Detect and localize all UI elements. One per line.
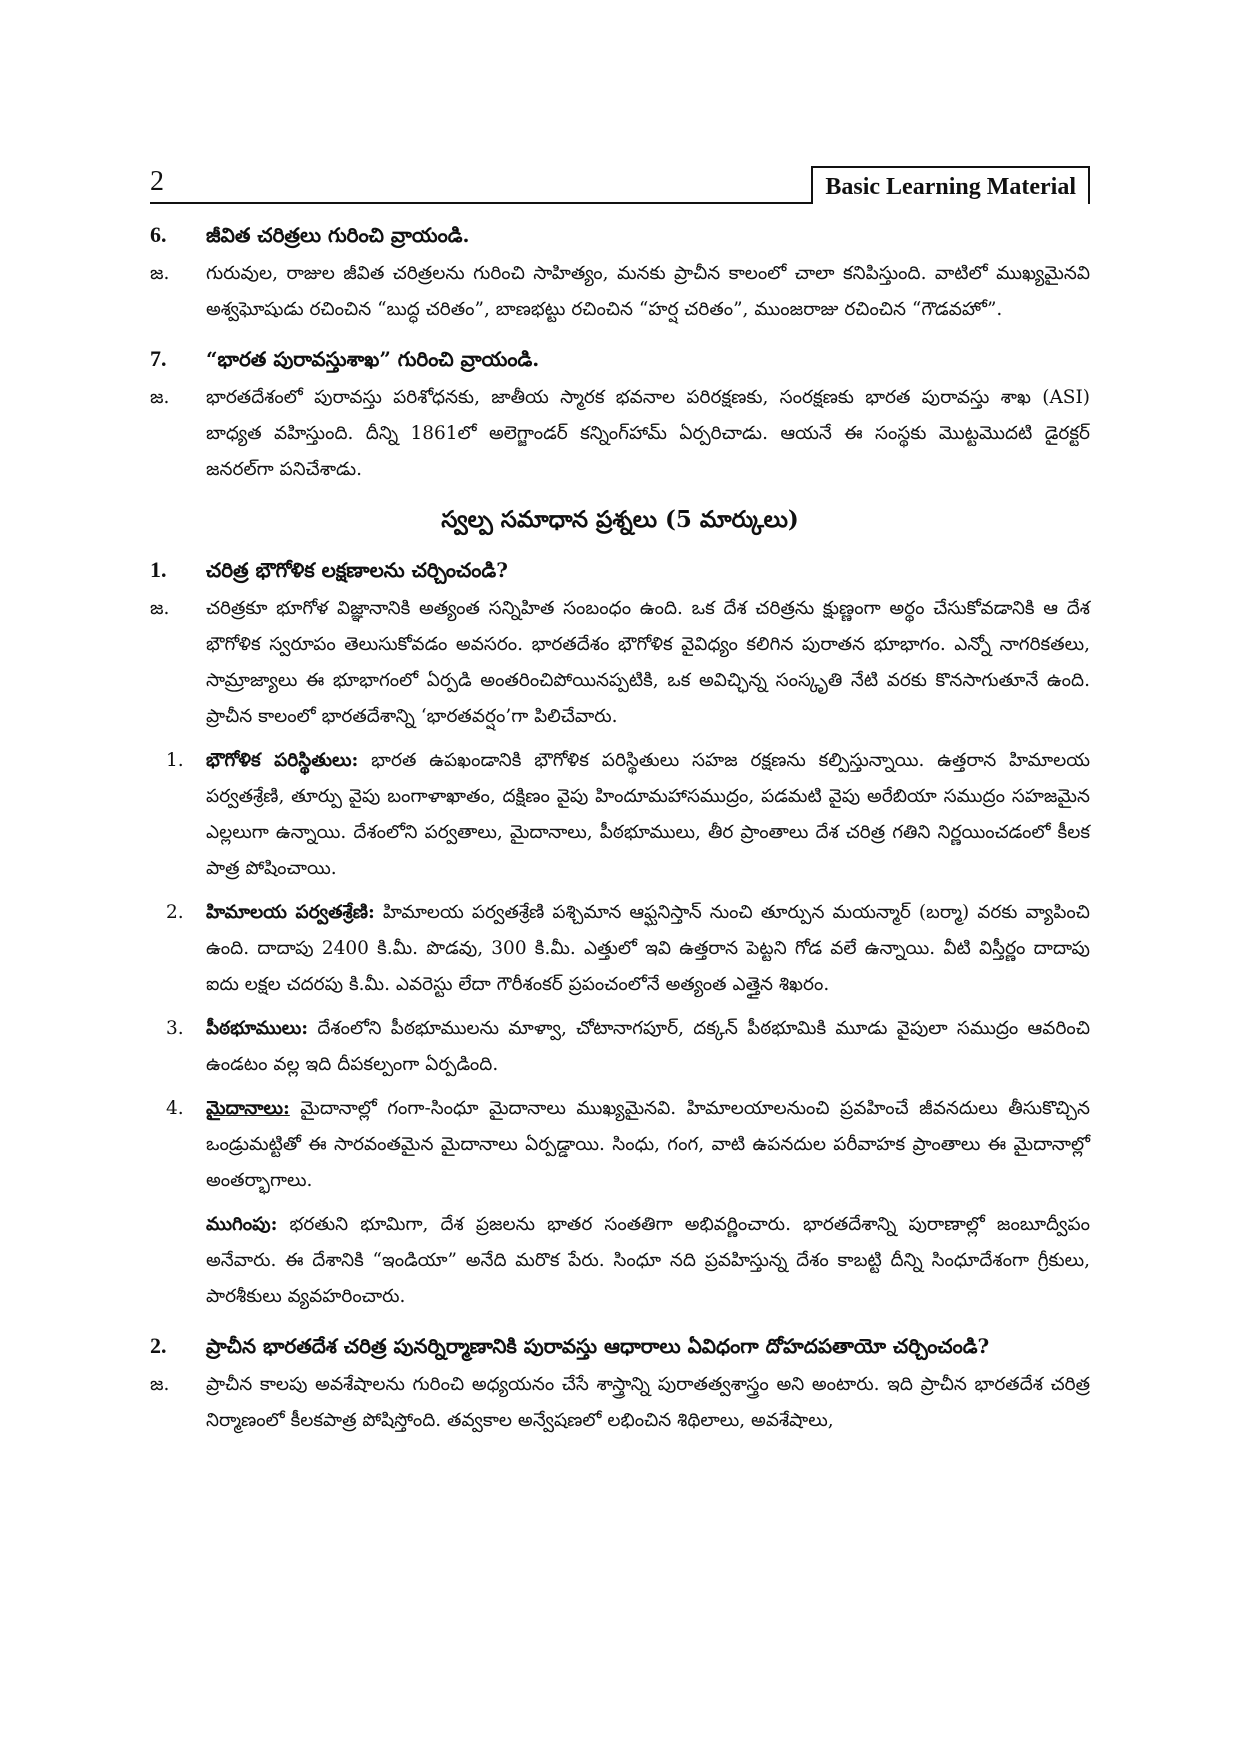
answer-marker: జ. (150, 598, 170, 619)
sub-point-number: 4. (166, 1098, 184, 1119)
sub-point-text: దేశంలోని పీఠభూములను మాళ్వా, చోటానాగపూర్, దక్కన్ పీఠభూమికి మూడు వైపులా సముద్రం ఆవరించి ఉండటం వల్ల ఇది దీపకల్పంగా ఏర్పడింది. (206, 1018, 1090, 1075)
conclusion-label: ముగింపు: (206, 1214, 278, 1235)
question-text: ప్రాచీన భారతదేశ చరిత్ర పునర్నిర్మాణానికి పురావస్తు ఆధారాలు ఏవిధంగా దోహదపతాయో చర్చించండి? (206, 1334, 990, 1358)
question-number: 7. (150, 346, 167, 371)
answer (150, 380, 1090, 488)
sub-point-label: భౌగోళిక పరిస్థితులు: (206, 750, 359, 771)
question (150, 555, 1090, 585)
answer-text: ప్రాచీన కాలపు అవశేషాలను గురించి అధ్యయనం చేసే శాస్త్రాన్ని పురాతత్వశాస్త్రం అని అంటారు. ఇది ప్రాచీన భారతదేశ చరిత్ర నిర్మాణంలో కీలకపాత్ర పోషిస్తోంది. తవ్వకాల అన్వేషణలో లభించిన శిథిలాలు, అవశేషాలు, (206, 1374, 1090, 1431)
conclusion (150, 1207, 1090, 1315)
question-text: “భారత పురావస్తుశాఖ” గురించి వ్రాయండి. (206, 347, 540, 371)
sub-point-label: మైదానాలు: (206, 1098, 290, 1119)
sub-point-label: హిమాలయ పర్వతశ్రేణి: (206, 902, 375, 923)
answer-text: చరిత్రకూ భూగోళ విజ్ఞానానికి అత్యంత సన్నిహిత సంబంధం ఉంది. ఒక దేశ చరిత్రను క్షుణ్ణంగా అర్థం చేసుకోవడానికి ఆ దేశ భౌగోళిక స్వరూపం తెలుసుకోవడం అవసరం. భారతదేశం భౌగోళిక వైవిధ్యం కలిగిన పురాతన భూభాగం. ఎన్నో నాగరికతలు, సామ్రాజ్యాలు ఈ భూభాగంలో ఏర్పడి అంతరించిపోయినప్పటికి, ఒక అవిచ్ఛిన్న సంస్కృతి నేటి వరకు కొనసాగుతూనే ఉంది. ప్రాచీన కాలంలో భారతదేశాన్ని ‘భారతవర్షం’గా పిలిచేవారు. (206, 598, 1090, 727)
sub-point-text: మైదానాల్లో గంగా-సింధూ మైదానాలు ముఖ్యమైనవి. హిమాలయాలనుంచి ప్రవహించే జీవనదులు తీసుకొచ్చిన ఒండ్రుమట్టితో ఈ సారవంతమైన మైదానాలు ఏర్పడ్డాయి. సింధు, గంగ, వాటి ఉపనదుల పరీవాహక ప్రాంతాలు ఈ మైదానాల్లో అంతర్భాగాలు. (206, 1098, 1090, 1191)
header-title: Basic Learning Material (811, 166, 1090, 204)
conclusion-text: భరతుని భూమిగా, దేశ ప్రజలను భాతర సంతతిగా అభివర్ణించారు. భారతదేశాన్ని పురాణాల్లో జంబూద్వీపం అనేవారు. ఈ దేశానికి “ఇండియా” అనేది మరొక పేరు. సింధూ నది ప్రవహిస్తున్న దేశం కాబట్టి దీన్ని సింధూదేశంగా గ్రీకులు, పారశీకులు వ్యవహరించారు. (206, 1214, 1090, 1307)
page-number: 2 (150, 166, 164, 197)
short-question-2 (150, 1331, 1090, 1439)
sub-point-number: 1. (166, 750, 184, 771)
sub-point-label: పీఠభూములు: (206, 1018, 309, 1039)
answer-text: భారతదేశంలో పురావస్తు పరిశోధనకు, జాతీయ స్మారక భవనాల పరిరక్షణకు, సంరక్షణకు భారత పురావస్తు శాఖ (ASI) బాధ్యత వహిస్తుంది. దీన్ని 1861లో అలెగ్జాండర్ కన్నింగ్‌హామ్ ఏర్పరిచాడు. ఆయనే ఈ సంస్థకు మొట్టమొదటి డైరక్టర్ జనరల్‌గా పనిచేశాడు. (206, 387, 1090, 480)
question-text: జీవిత చరిత్రలు గురించి వ్రాయండి. (206, 223, 470, 247)
question-text: చరిత్ర భౌగోళిక లక్షణాలను చర్చించండి? (206, 558, 508, 582)
answer-marker: జ. (150, 1374, 170, 1395)
sub-point-text: హిమాలయ పర్వతశ్రేణి పశ్చిమాన ఆఫ్ఘనిస్తాన్ నుంచి తూర్పున మయన్మార్ (బర్మా) వరకు వ్యాపించి ఉంది. దాదాపు 2400 కి.మీ. పొడవు, 300 కి.మీ. ఎత్తులో ఇవి ఉత్తరాన పెట్టని గోడ వలే ఉన్నాయి. వీటి విస్తీర్ణం దాదాపు ఐదు లక్షల చదరపు కి.మీ. ఎవరెస్టు లేదా గౌరీశంకర్ ప్రపంచంలోనే అత్యంత ఎత్తైన శిఖరం. (206, 902, 1090, 995)
page-header (150, 160, 1090, 204)
question (150, 220, 1090, 250)
sub-point-number: 3. (166, 1018, 184, 1039)
sub-point (150, 895, 1090, 1003)
sub-point-text: భారత ఉపఖండానికి భౌగోళిక పరిస్థితులు సహజ రక్షణను కల్పిస్తున్నాయి. ఉత్తరాన హిమాలయ పర్వతశ్రేణి, తూర్పు వైపు బంగాళాఖాతం, దక్షిణం వైపు హిందూమహాసముద్రం, పడమటి వైపు అరేబియా సముద్రం సహజమైన ఎల్లలుగా ఉన్నాయి. దేశంలోని పర్వతాలు, మైదానాలు, పీఠభూములు, తీర ప్రాంతాలు దేశ చరిత్ర గతిని నిర్ణయించడంలో కీలక పాత్ర పోషించాయి. (206, 750, 1090, 879)
answer (150, 1367, 1090, 1439)
question-block-7 (150, 344, 1090, 488)
sub-point (150, 1011, 1090, 1083)
answer-marker: జ. (150, 387, 170, 408)
question-number: 1. (150, 557, 167, 582)
short-question-1 (150, 555, 1090, 1315)
answer (150, 591, 1090, 735)
question-number: 2. (150, 1333, 167, 1358)
question-block-6 (150, 220, 1090, 328)
question (150, 1331, 1090, 1361)
answer (150, 256, 1090, 328)
answer-marker: జ. (150, 263, 170, 284)
question-number: 6. (150, 222, 167, 247)
answer-text: గురువుల, రాజుల జీవిత చరిత్రలను గురించి సాహిత్యం, మనకు ప్రాచీన కాలంలో చాలా కనిపిస్తుంది. వాటిలో ముఖ్యమైనవి అశ్వఘోషుడు రచించిన “బుద్ధ చరితం”, బాణభట్టు రచించిన “హర్ష చరితం”, ముంజరాజు రచించిన “గౌడవహో”. (206, 263, 1090, 320)
document-page (150, 160, 1090, 1439)
sub-point (150, 743, 1090, 887)
sub-point (150, 1091, 1090, 1199)
question (150, 344, 1090, 374)
sub-point-number: 2. (166, 902, 184, 923)
section-title: స్వల్ప సమాధాన ప్రశ్నలు (5 మార్కులు) (441, 506, 799, 533)
